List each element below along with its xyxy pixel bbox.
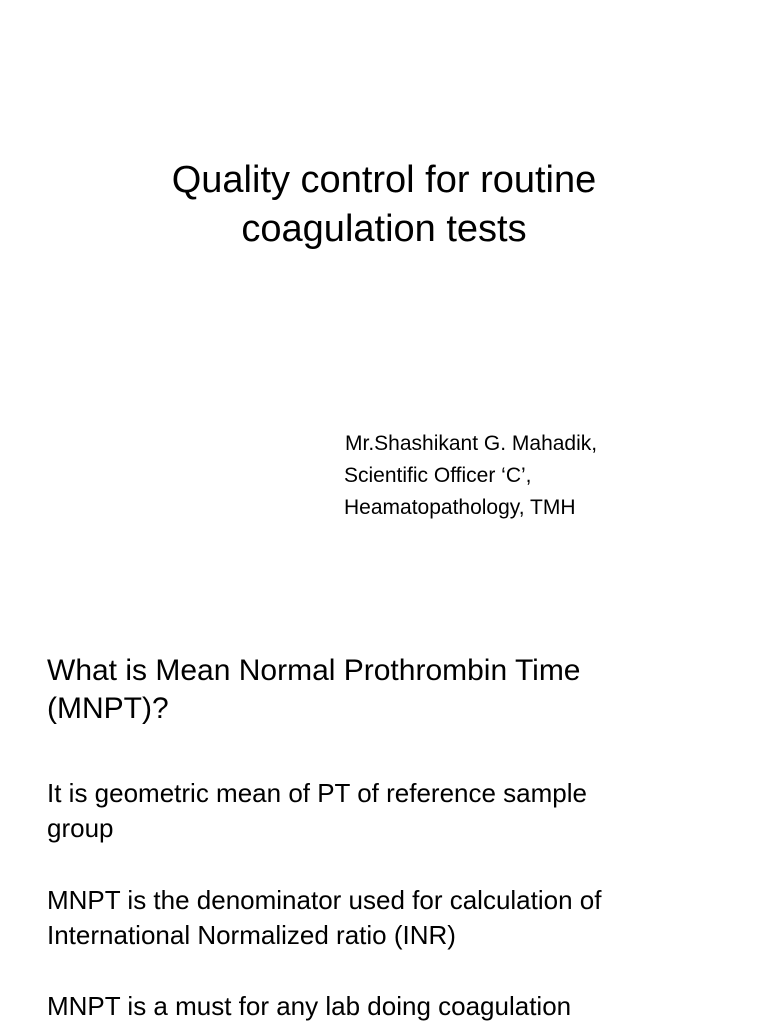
content-heading-line-2: (MNPT)?: [47, 692, 169, 725]
content-heading: [47, 652, 581, 728]
paragraph-lab-must: [47, 989, 571, 1024]
paragraph-line: It is geometric mean of PT of reference sample: [47, 778, 587, 808]
paragraph-line: International Normalized ratio (INR): [47, 920, 456, 950]
slide-title-line-2: coagulation tests: [241, 208, 527, 250]
author-department: Heamatopathology, TMH: [344, 496, 576, 519]
paragraph-line: MNPT is a must for any lab doing coagulation: [47, 991, 572, 1021]
slide-title: [0, 156, 768, 254]
author-position: Scientific Officer ‘C’,: [344, 464, 532, 487]
author-info: [344, 428, 597, 524]
paragraph-denominator: [47, 883, 601, 953]
slide-title-line-1: Quality control for routine: [171, 159, 597, 201]
paragraph-line: group: [47, 813, 114, 843]
paragraph-line: MNPT is the denominator used for calculation of: [47, 885, 602, 915]
content-heading-line-1: What is Mean Normal Prothrombin Time: [47, 654, 581, 687]
paragraph-geometric-mean: [47, 776, 587, 846]
author-name: Mr.Shashikant G. Mahadik,: [345, 432, 598, 455]
